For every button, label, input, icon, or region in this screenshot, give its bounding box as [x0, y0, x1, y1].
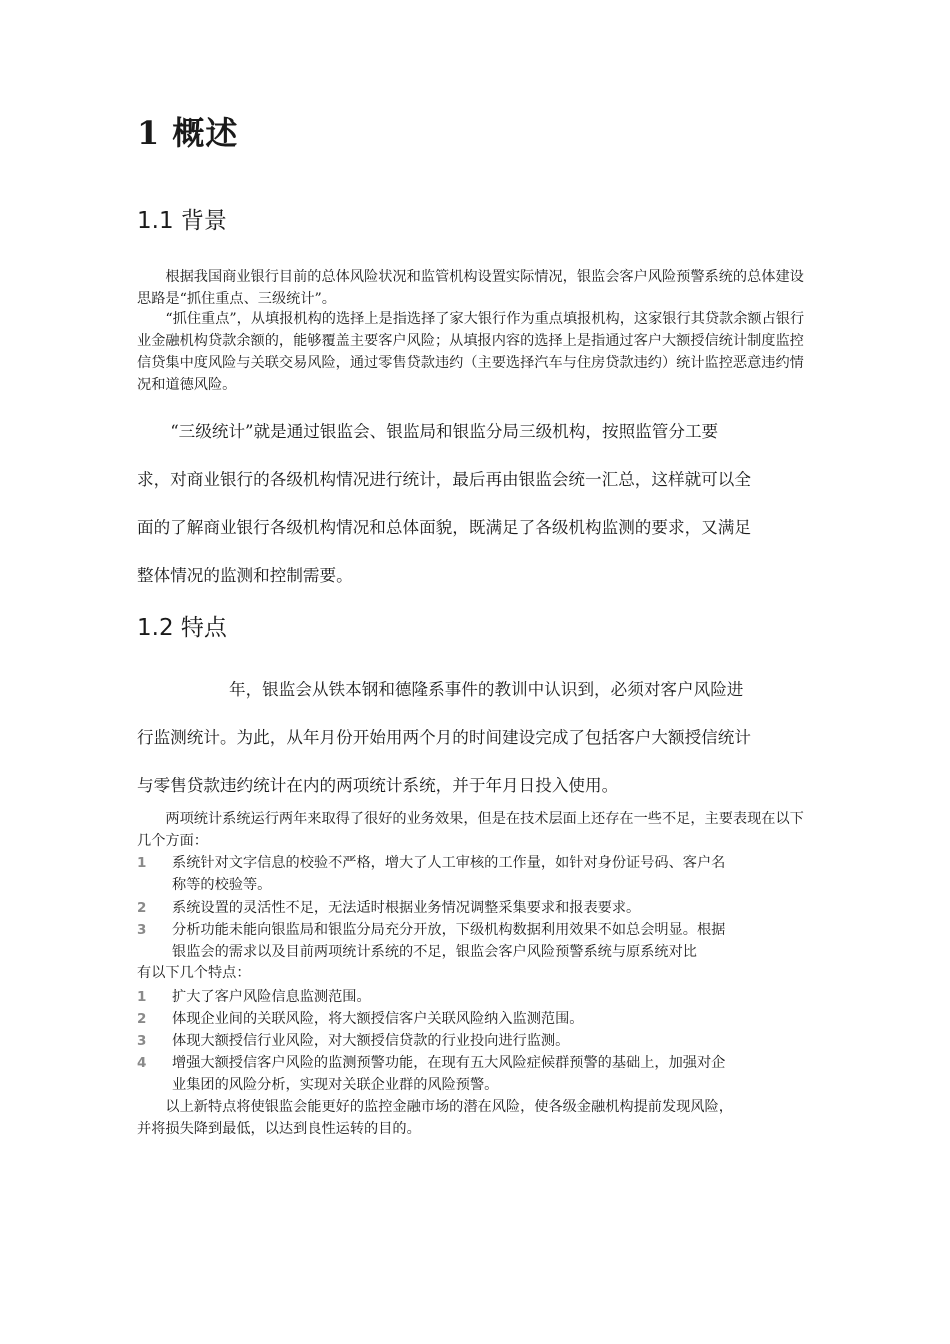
list-number: 2 [137, 900, 147, 916]
paragraph-line: 行监测统计。为此，从年月份开始用两个月的时间建设完成了包括客户大额授信统计 [137, 728, 751, 747]
features-paragraph-4 [137, 1096, 817, 1140]
features-paragraph-1 [137, 666, 817, 810]
list-item [137, 897, 817, 919]
features-paragraph-2 [137, 808, 817, 852]
list-item [137, 852, 817, 896]
list-number: 1 [137, 855, 147, 871]
paragraph-text: 有以下几个特点： [137, 965, 251, 981]
paragraph-text: 两项统计系统运行两年来取得了很好的业务效果，但是在技术层面上还存在一些不足，主要表现在以下几个方面： [137, 811, 804, 849]
paragraph-text: “抓住重点”，从填报机构的选择上是指选择了家大银行作为重点填报机构，这家银行其贷款余额占银行业金融机构贷款余额的，能够覆盖主要客户风险；从填报内容的选择上是指通过客户大额授信统计制度监控信贷集中度风险与关联交易风险，通过零售贷款违约（主要选择汽车与住房贷款违约）统计监控恶意违约情况和道德风险。 [137, 311, 805, 393]
list-item [137, 1030, 817, 1052]
list-item-text: 分析功能未能向银监局和银监分局充分开放，下级机构数据利用效果不如总会明显。根据 [172, 922, 726, 938]
list-item-text: 银监会的需求以及目前两项统计系统的不足，银监会客户风险预警系统与原系统对比 [172, 944, 697, 960]
list-item-text: 业集团的风险分析，实现对关联企业群的风险预警。 [172, 1077, 499, 1093]
paragraph-line: 求，对商业银行的各级机构情况进行统计，最后再由银监会统一汇总，这样就可以全 [137, 470, 751, 489]
heading-features: 1.2 特点 [137, 615, 227, 641]
paragraph-line: 并将损失降到最低，以达到良性运转的目的。 [137, 1121, 421, 1137]
list-item [137, 1008, 817, 1030]
list-item [137, 919, 817, 963]
list-item-text: 体现大额授信行业风险，对大额授信贷款的行业投向进行监测。 [172, 1033, 570, 1049]
paragraph-line: 整体情况的监测和控制需要。 [137, 566, 353, 585]
paragraph-line: 以上新特点将使银监会能更好的监控金融市场的潜在风险，使各级金融机构提前发现风险， [165, 1099, 733, 1115]
list-number: 2 [137, 1011, 147, 1027]
list-item-text: 增强大额授信客户风险的监测预警功能，在现有五大风险症候群预警的基础上，加强对企 [172, 1055, 726, 1071]
list-item-text: 系统设置的灵活性不足，无法适时根据业务情况调整采集要求和报表要求。 [172, 900, 641, 916]
list-item [137, 1052, 817, 1096]
list-number: 4 [137, 1055, 147, 1071]
paragraph-text: 根据我国商业银行目前的总体风险状况和监管机构设置实际情况，银监会客户风险预警系统的总体建设思路是“抓住重点、三级统计”。 [137, 269, 804, 307]
list-number: 3 [137, 1033, 147, 1049]
list-item-text: 体现企业间的关联风险，将大额授信客户关联风险纳入监测范围。 [172, 1011, 584, 1027]
paragraph-line: 年，银监会从铁本钢和德隆系事件的教训中认识到，必须对客户风险进 [229, 680, 744, 699]
paragraph-line: “三级统计”就是通过银监会、银监局和银监分局三级机构，按照监管分工要 [170, 422, 719, 441]
heading-overview: 1 概述 [137, 114, 239, 152]
list-number: 1 [137, 989, 147, 1005]
features-paragraph-3 [137, 962, 817, 984]
background-paragraph-2 [137, 308, 817, 396]
list-number: 3 [137, 922, 147, 938]
list-item-text: 称等的校验等。 [172, 877, 272, 893]
background-paragraph-1 [137, 266, 817, 310]
paragraph-line: 面的了解商业银行各级机构情况和总体面貌，既满足了各级机构监测的要求，又满足 [137, 518, 751, 537]
paragraph-line: 与零售贷款违约统计在内的两项统计系统，并于年月日投入使用。 [137, 776, 619, 795]
background-paragraph-3 [137, 408, 817, 600]
list-item [137, 986, 817, 1008]
list-item-text: 扩大了客户风险信息监测范围。 [172, 989, 371, 1005]
list-item-text: 系统针对文字信息的校验不严格，增大了人工审核的工作量，如针对身份证号码、客户名 [172, 855, 726, 871]
heading-background: 1.1 背景 [137, 208, 227, 234]
